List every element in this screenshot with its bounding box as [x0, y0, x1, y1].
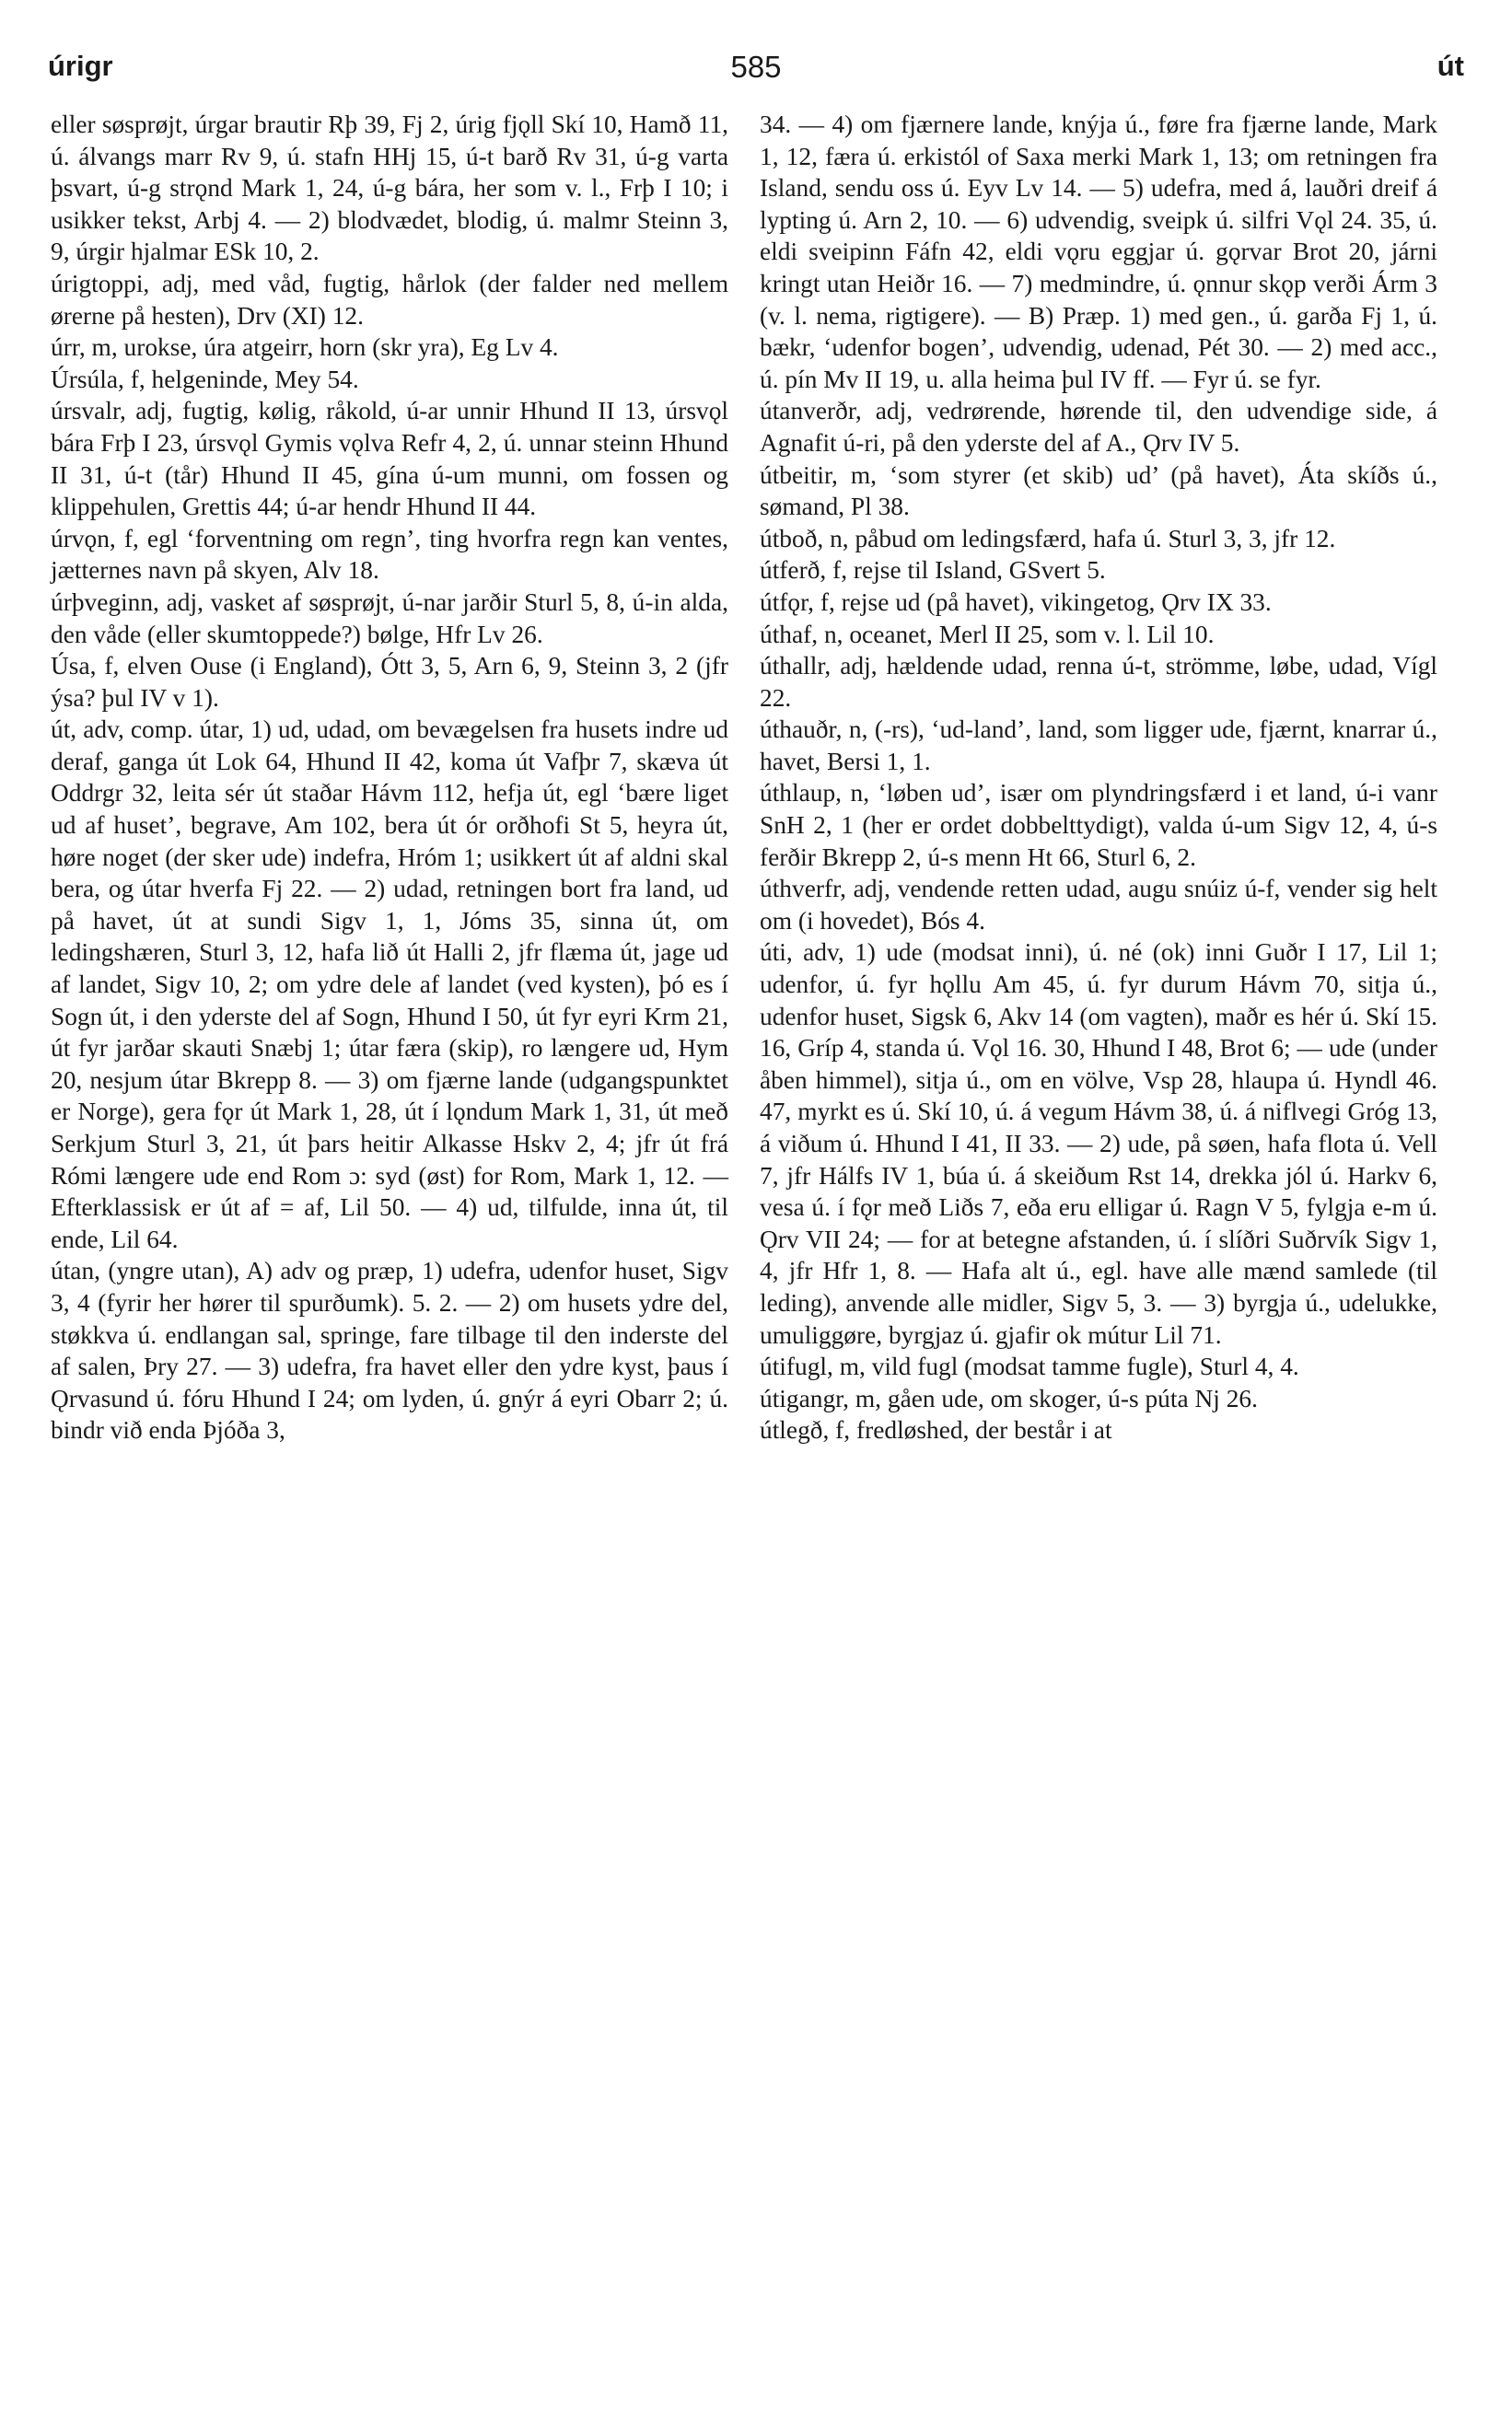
dictionary-entry: útfǫr, f, rejse ud (på havet), vikingetog, Ǫrv IX 33.: [760, 587, 1272, 616]
right-column: [760, 109, 1437, 1447]
dictionary-entry: eller søsprøjt, úrgar brautir Rþ 39, Fj 2, úrig fjǫll Skí 10, Hamð 11, ú. álvangs marr Rv 9, ú. stafn HHj 15, ú-t barð Rv 31, ú-g varta þsvart, ú-g strǫnd Mark 1, 24, ú-g bára, her som v. l., Frþ I 10; i usikker tekst, Arbj 4. — 2) blodvædet, blodig, ú. malmr Steinn 3, 9, úrgir hjalmar ESk 10, 2.: [51, 110, 728, 266]
dictionary-entry: 34. — 4) om fjærnere lande, knýja ú., føre fra fjærne lande, Mark 1, 12, færa ú. erkistól of Saxa merki Mark 1, 13; om retningen fra Island, sendu oss ú. Eyv Lv 14. — 5) udefra, med á, lauðri dreif á lypting ú. Arn 2, 10. — 6) udvendig, sveipk ú. silfri Vǫl 24. 35, ú. eldi sveipinn Fáfn 42, eldi vǫru eggjar ú. gǫrvar Brot 20, járni kringt utan Heiðr 16. — 7) medmindre, ú. ǫnnur skǫp verði Árm 3 (v. l. nema, rigtigere). — B) Præp. 1) med gen., ú. garða Fj 1, ú. bækr, ‘udenfor bogen’, udvendig, udenad, Pét 30. — 2) med acc., ú. pín Mv II 19, u. alla heima þul IV ff. — Fyr ú. se fyr.: [760, 110, 1437, 393]
dictionary-entry: úrvǫn, f, egl ‘forventning om regn’, ting hvorfra regn kan ventes, jætternes navn på skyen, Alv 18.: [51, 524, 728, 585]
dictionary-entry: úti, adv, 1) ude (modsat inni), ú. né (ok) inni Guðr I 17, Lil 1; udenfor, ú. fyr hǫllu Am 45, ú. fyr durum Hávm 70, sitja ú., udenfor huset, Sigsk 6, Akv 14 (om vagten), maðr es hér ú. Skí 15. 16, Gríp 4, standa ú. Vǫl 16. 30, Hhund I 48, Brot 6; — ude (under åben himmel), sitja ú., om en völve, Vsp 28, hlaupa ú. Hyndl 46. 47, myrkt es ú. Skí 10, ú. á vegum Hávm 38, ú. á niflvegi Gróg 13, á viðum ú. Hhund I 41, II 33. — 2) ude, på søen, hafa flota ú. Vell 7, jfr Hálfs IV 1, búa ú. á skeiðum Rst 14, drekka jól ú. Harkv 6, vesa ú. í fǫr með Liðs 7, eða eru elligar ú. Ragn V 5, fylgja e-m ú. Ǫrv VII 24; — for at betegne afstanden, ú. í slíðri Suðrvík Sigv 1, 4, jfr Hfr 1, 8. — Hafa alt ú., egl. have alle mænd samlede (til leding), anvende alle midler, Sigv 5, 3. — 3) byrgja ú., udelukke, umuliggøre, byrgjaz ú. gjafir ok mútur Lil 71.: [760, 938, 1437, 1349]
dictionary-entry: útan, (yngre utan), A) adv og præp, 1) udefra, udenfor huset, Sigv 3, 4 (fyrir her hører til spurðumk). 5. 2. — 2) om husets ydre del, støkkva ú. endlangan sal, springe, fare tilbage til den inderste del af salen, Þry 27. — 3) udefra, fra havet eller den ydre kyst, þaus í Ǫrvasund ú. fóru Hhund I 24; om lyden, ú. gnýr á eyri Obarr 2; ú. bindr við enda Þjóða 3,: [51, 1257, 728, 1445]
dictionary-entry: Úsa, f, elven Ouse (i England), Ótt 3, 5, Arn 6, 9, Steinn 3, 2 (jfr ýsa? þul IV v 1).: [51, 652, 728, 712]
dictionary-entry: úthauðr, n, (-rs), ‘ud-land’, land, som ligger ude, fjærnt, knarrar ú., havet, Bersi 1, 1.: [760, 715, 1437, 775]
dictionary-entry: úrr, m, urokse, úra atgeirr, horn (skr yra), Eg Lv 4.: [51, 333, 559, 362]
dictionary-entry: útboð, n, påbud om ledingsfærd, hafa ú. Sturl 3, 3, jfr 12.: [760, 524, 1336, 552]
dictionary-entry: Úrsúla, f, helgeninde, Mey 54.: [51, 365, 359, 393]
running-header: [48, 50, 1464, 90]
left-guide-word: úrigr: [48, 50, 113, 82]
dictionary-entry: úrsvalr, adj, fugtig, kølig, råkold, ú-ar unnir Hhund II 13, úrsvǫl bára Frþ I 23, úrsvǫl Gymis vǫlva Refr 4, 2, ú. unnar steinn Hhund II 31, ú-t (tår) Hhund II 45, gína ú-um munni, om fossen og klippehulen, Grettis 44; ú-ar hendr Hhund II 44.: [51, 397, 728, 521]
dictionary-entry: útanverðr, adj, vedrørende, hørende til, den udvendige side, á Agnafit ú-ri, på den yderste del af A., Ǫrv IV 5.: [760, 397, 1437, 457]
left-column: [51, 109, 728, 1447]
dictionary-entry: útlegð, f, fredløshed, der består i at: [760, 1416, 1112, 1445]
dictionary-entry: úthallr, adj, hældende udad, renna ú-t, strömme, løbe, udad, Vígl 22.: [760, 652, 1437, 712]
dictionary-entry: útferð, f, rejse til Island, GSvert 5.: [760, 556, 1106, 585]
dictionary-entry: úrþveginn, adj, vasket af søsprøjt, ú-nar jarðir Sturl 5, 8, ú-in alda, den våde (eller skumtoppede?) bølge, Hfr Lv 26.: [51, 587, 728, 648]
dictionary-entry: úthaf, n, oceanet, Merl II 25, som v. l. Lil 10.: [760, 620, 1215, 648]
dictionary-entry: úthverfr, adj, vendende retten udad, augu snúiz ú-f, vender sig helt om (i hovedet), Bós 4.: [760, 875, 1437, 935]
dictionary-entry: út, adv, comp. útar, 1) ud, udad, om bevægelsen fra husets indre ud deraf, ganga út Lok 64, Hhund II 42, koma út Vafþr 7, skæva út Oddrgr 32, leita sér út staðar Hávm 112, hefja út, egl ‘bære liget ud af huset’, begrave, Am 102, bera út ór orðhofi St 5, heyra út, høre noget (der sker ude) indefra, Hróm 1; usikkert út af aldni skal bera, og útar hverfa Fj 22. — 2) udad, retningen bort fra land, ud på havet, út at sundi Sigv 1, 1, Jóms 35, sinna út, om ledingshæren, Sturl 3, 12, hafa lið út Halli 2, jfr flæma út, jage ud af landet, Sigv 10, 2; om ydre dele af landet (ved kysten), þó es í Sogn út, i den yderste del af Sogn, Hhund I 50, út fyr eyri Krm 21, út fyr jarðar skauti Snæbj 1; útar færa (skip), ro længere ud, Hym 20, nesjum útar Bkrepp 8. — 3) om fjærne lande (udgangspunktet er Norge), gera fǫr út Mark 1, 28, út í lǫndum Mark 1, 31, út með Serkjum Sturl 3, 21, út þars heitir Alkasse Hskv 2, 4; jfr út frá Rómi længere ude end Rom ɔ: syd (øst) for Rom, Mark 1, 12. — Efterklassisk er út af = af, Lil 50. — 4) ud, tilfulde, inna út, til ende, Lil 64.: [51, 715, 728, 1253]
dictionary-entry: úthlaup, n, ‘løben ud’, især om plyndringsfærd i et land, ú-i vanr SnH 2, 1 (her er ordet dobbelttydigt), valda ú-um Sigv 12, 4, ú-s ferðir Bkrepp 2, ú-s menn Ht 66, Sturl 6, 2.: [760, 779, 1437, 871]
dictionary-entry: útbeitir, m, ‘som styrer (et skib) ud’ (på havet), Áta skíðs ú., sømand, Pl 38.: [760, 460, 1437, 521]
right-guide-word: út: [1436, 50, 1464, 82]
dictionary-entry: úrigtoppi, adj, med våd, fugtig, hårlok (der falder ned mellem ørerne på hesten), Drv (XI) 12.: [51, 269, 728, 330]
dictionary-entry: útifugl, m, vild fugl (modsat tamme fugle), Sturl 4, 4.: [760, 1353, 1299, 1381]
page-number: 585: [730, 50, 782, 84]
dictionary-entry: útigangr, m, gåen ude, om skoger, ú-s púta Nj 26.: [760, 1384, 1258, 1412]
